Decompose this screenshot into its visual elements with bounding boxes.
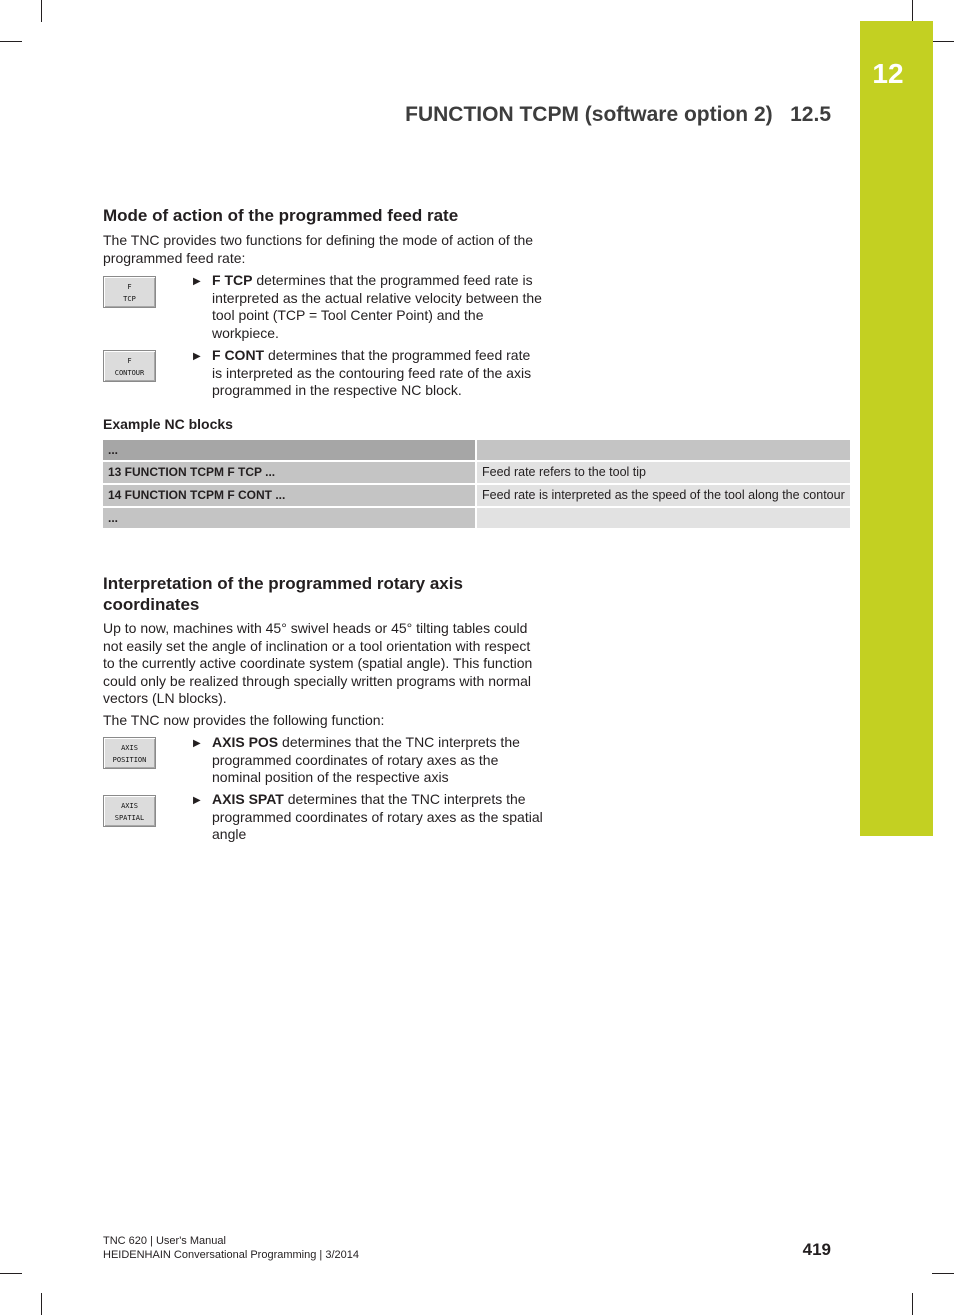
softkey-f-contour[interactable]	[103, 350, 156, 382]
arrow-right-icon: ▶	[193, 795, 201, 806]
keyword: AXIS POS	[212, 734, 279, 750]
bullet-description: determines that the programmed feed rate is interpreted as the contouring feed rate of the axis programmed in the respective NC block.	[212, 347, 532, 399]
bullet-description: determines that the programmed feed rate is interpreted as the actual relative velocity between the tool point (TCP = Tool Center Point) and the workpiece.	[212, 272, 542, 341]
comment-cell: Feed rate refers to the tool tip	[477, 462, 850, 483]
crop-mark	[41, 0, 42, 22]
intro-paragraph: The TNC provides two functions for defining the mode of action of the programmed feed rate:	[103, 232, 534, 266]
crop-mark	[41, 1293, 42, 1315]
footer-line: TNC 620 | User's Manual	[103, 1235, 226, 1247]
chapter-number: 12	[872, 58, 904, 89]
chapter-tab	[860, 21, 933, 836]
bullet-item-axis-pos	[193, 734, 543, 787]
running-title: FUNCTION TCPM (software option 2) 12.5	[405, 103, 831, 126]
paragraph: Up to now, machines with 45° swivel heads or 45° tilting tables could not easily set the angle of inclination or a tool orientation with respect to the currently active coordinate system (spatial angle). This function could only be realized through specially written programs with normal vectors (LN blocks).	[103, 620, 533, 707]
section-heading-rotary-axis: Interpretation of the programmed rotary axis coordinates	[103, 574, 463, 614]
bullet-description: determines that the TNC interprets the programmed coordinates of rotary axes as the spatial angle	[212, 791, 543, 843]
softkey-line: POSITION	[112, 756, 147, 764]
example-heading: Example NC blocks	[103, 416, 233, 432]
paragraph: The TNC now provides the following function:	[103, 712, 385, 728]
section-heading-feed-rate: Mode of action of the programmed feed rate	[103, 206, 459, 225]
crop-mark	[912, 1293, 913, 1315]
comment-cell	[477, 508, 850, 528]
keyword: F TCP	[212, 272, 253, 288]
nc-block-cell: ...	[103, 440, 475, 460]
bullet-description: determines that the TNC interprets the programmed coordinates of rotary axes as the nominal position of the respective axis	[212, 734, 520, 786]
arrow-right-icon: ▶	[193, 276, 201, 287]
softkey-axis-spatial[interactable]	[103, 795, 156, 827]
crop-mark	[912, 0, 913, 22]
crop-mark	[932, 1273, 954, 1274]
table-row	[103, 508, 850, 528]
softkey-axis-position[interactable]	[103, 737, 156, 769]
nc-block-cell: ...	[103, 508, 475, 528]
table-row	[103, 462, 850, 483]
footer	[103, 1234, 359, 1262]
crop-mark	[932, 41, 954, 42]
page-number: 419	[802, 1240, 831, 1259]
bullet-item-axis-spat	[193, 791, 543, 844]
bullet-item-f-tcp	[193, 272, 543, 342]
bullet-item-f-cont	[193, 347, 543, 400]
crop-mark	[0, 1273, 22, 1274]
nc-block-cell: 14 FUNCTION TCPM F CONT ...	[103, 485, 475, 506]
table-row	[103, 485, 850, 506]
softkey-f-tcp[interactable]	[103, 276, 156, 308]
softkey-line: SPATIAL	[114, 814, 145, 822]
softkey-line: F	[127, 357, 132, 365]
comment-cell: Feed rate is interpreted as the speed of the tool along the contour	[477, 485, 850, 506]
arrow-right-icon: ▶	[193, 351, 201, 362]
table-row	[103, 440, 850, 460]
nc-blocks-table	[103, 440, 850, 530]
softkey-line: AXIS	[121, 802, 138, 810]
nc-block-cell: 13 FUNCTION TCPM F TCP ...	[103, 462, 475, 483]
keyword: F CONT	[212, 347, 265, 363]
softkey-line: TCP	[123, 295, 136, 303]
softkey-line: F	[127, 283, 132, 291]
softkey-line: CONTOUR	[114, 369, 145, 377]
crop-mark	[0, 41, 22, 42]
comment-cell	[477, 440, 850, 460]
footer-line: HEIDENHAIN Conversational Programming | 3/2014	[103, 1249, 359, 1261]
softkey-line: AXIS	[121, 744, 138, 752]
keyword: AXIS SPAT	[212, 791, 284, 807]
arrow-right-icon: ▶	[193, 738, 201, 749]
